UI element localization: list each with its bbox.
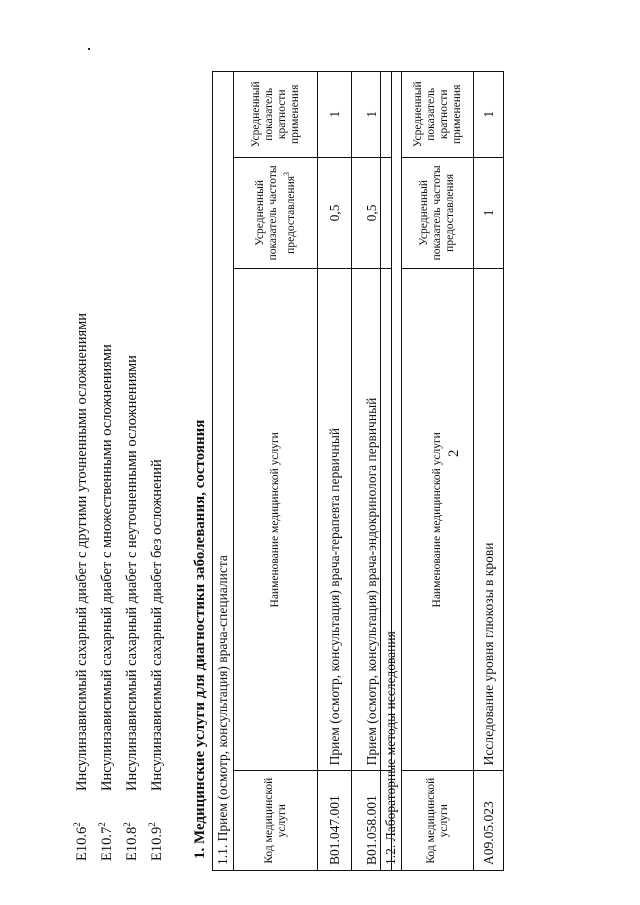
scan-speck	[88, 48, 90, 50]
diagnosis-code: E10.9$^2$	[147, 822, 165, 861]
header-code: Код медицинской услуги	[234, 771, 318, 871]
cell-code: B01.047.001	[318, 771, 352, 871]
table-caption: 1.2. Лабораторные методы исследования	[381, 72, 402, 871]
table-laboratory	[380, 71, 504, 871]
table-specialist	[212, 71, 392, 871]
diagnosis-row	[118, 355, 141, 861]
table-row	[318, 72, 352, 871]
diagnosis-text: Инсулинзависимый сахарный диабет без осложнений	[149, 459, 165, 791]
diagnosis-row	[143, 459, 166, 861]
cell-multiplicity: 1	[474, 72, 504, 158]
diagnosis-code: E10.7$^2$	[97, 822, 115, 861]
diagnosis-text: Инсулинзависимый сахарный диабет с неуточненными осложнениями	[124, 355, 140, 791]
header-frequency: Усредненный показатель частоты предоставления	[402, 157, 474, 269]
cell-name: Исследование уровня глюкозы в крови	[474, 269, 504, 771]
cell-frequency: 0,5	[318, 157, 352, 269]
header-multiplicity: Усредненный показатель кратности применения	[234, 72, 318, 158]
cell-frequency: 1	[474, 157, 504, 269]
header-name: Наименование медицинской услуги	[234, 269, 318, 771]
diagnosis-code: E10.6$^2$	[72, 822, 90, 861]
table-row	[474, 72, 504, 871]
cell-multiplicity: 1	[352, 72, 392, 158]
cell-name: Прием (осмотр, консультация) врача-терапевта первичный	[318, 269, 352, 771]
header-name: Наименование медицинской услуги	[402, 269, 474, 771]
cell-frequency: 0,5	[352, 157, 392, 269]
diagnosis-code: E10.8$^2$	[122, 822, 140, 861]
cell-code: B01.058.001	[352, 771, 392, 871]
cell-multiplicity: 1	[318, 72, 352, 158]
page-number: 2	[446, 449, 462, 457]
diagnosis-row	[68, 313, 91, 861]
diagnosis-text: Инсулинзависимый сахарный диабет с множественными осложнениями	[99, 344, 115, 791]
diagnosis-text: Инсулинзависимый сахарный диабет с другими уточненными осложнениями	[74, 312, 90, 791]
header-multiplicity: Усредненный показатель кратности применения	[402, 72, 474, 158]
header-frequency: Усредненный показатель частоты предоставления$^3$	[234, 157, 318, 269]
diagnosis-row	[93, 344, 116, 861]
cell-name: Прием (осмотр, консультация) врача-эндокринолога первичный	[352, 269, 392, 771]
section-title: 1. Медицинские услуги для диагностики заболевания, состояния	[192, 419, 208, 859]
cell-code: A09.05.023	[474, 771, 504, 871]
table-caption: 1.1. Прием (осмотр, консультация) врача-специалиста	[213, 72, 234, 871]
header-code: Код медицинской услуги	[402, 771, 474, 871]
